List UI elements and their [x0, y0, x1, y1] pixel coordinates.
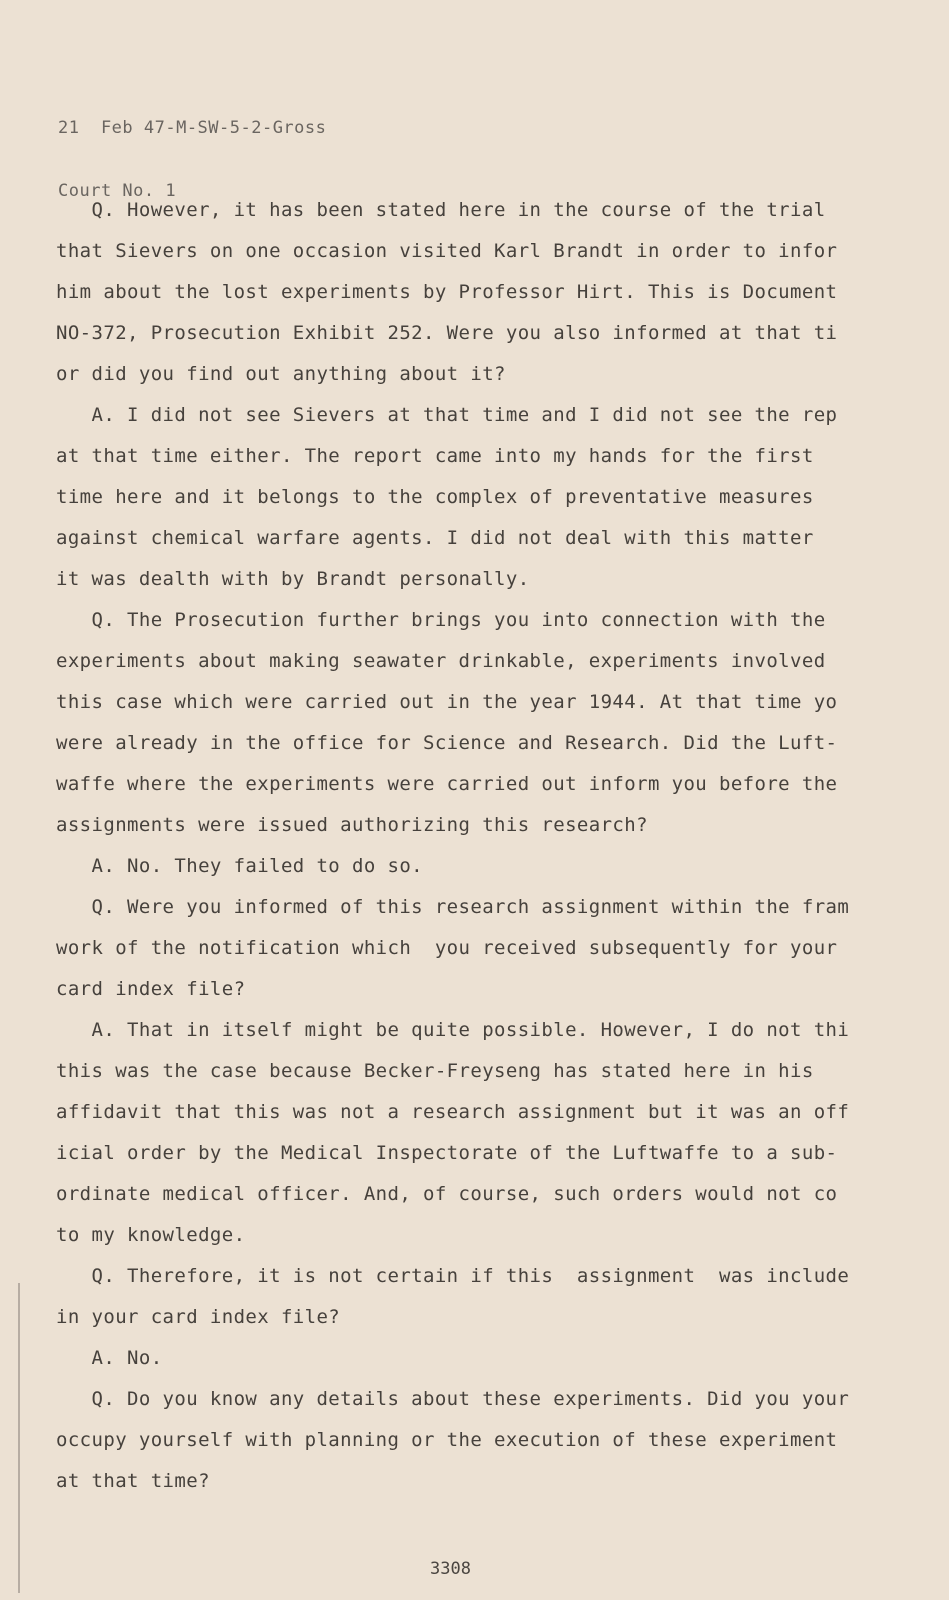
- transcript-line: icial order by the Medical Inspectorate of the Luftwaffe to a sub-: [56, 1142, 838, 1164]
- transcript-line: it was dealth with by Brandt personally.: [56, 568, 530, 590]
- transcript-line: or did you find out anything about it?: [56, 363, 506, 385]
- transcript-line: A. I did not see Sievers at that time and I did not see the rep: [56, 404, 838, 426]
- header-session-line: 21 Feb 47-M-SW-5-2-Gross: [58, 118, 327, 138]
- header-court-line: Court No. 1: [58, 181, 177, 201]
- transcript-line: NO-372, Prosecution Exhibit 252. Were you also informed at that ti: [56, 322, 838, 344]
- transcript-line: affidavit that this was not a research assignment but it was an off: [56, 1101, 850, 1123]
- transcript-line: against chemical warfare agents. I did not deal with this matter: [56, 527, 814, 549]
- margin-pencil-mark: [18, 1283, 20, 1593]
- transcript-line: to my knowledge.: [56, 1224, 246, 1246]
- transcript-line: work of the notification which you received subsequently for your: [56, 937, 838, 959]
- transcript-line: experiments about making seawater drinkable, experiments involved: [56, 650, 826, 672]
- transcript-line: this was the case because Becker-Freyseng has stated here in his: [56, 1060, 814, 1082]
- transcript-line: ordinate medical officer. And, of course, such orders would not co: [56, 1183, 838, 1205]
- transcript-line: assignments were issued authorizing this research?: [56, 814, 648, 836]
- transcript-line: Q. Therefore, it is not certain if this assignment was include: [56, 1265, 850, 1287]
- transcript-line: him about the lost experiments by Professor Hirt. This is Document: [56, 281, 838, 303]
- transcript-line: Q. Were you informed of this research assignment within the fram: [56, 896, 850, 918]
- transcript-line: card index file?: [56, 978, 246, 1000]
- transcript-line: time here and it belongs to the complex of preventative measures: [56, 486, 814, 508]
- transcript-line: this case which were carried out in the year 1944. At that time yo: [56, 691, 838, 713]
- transcript-line: waffe where the experiments were carried out inform you before the: [56, 773, 838, 795]
- transcript-line: Q. Do you know any details about these experiments. Did you your: [56, 1388, 850, 1410]
- page-number: 3308: [430, 1559, 471, 1579]
- transcript-line: A. No. They failed to do so.: [56, 855, 424, 877]
- transcript-line: in your card index file?: [56, 1306, 341, 1328]
- transcript-line: A. No.: [56, 1347, 163, 1369]
- transcript-line: at that time either. The report came into my hands for the first: [56, 445, 814, 467]
- transcript-line: A. That in itself might be quite possible. However, I do not thi: [56, 1019, 850, 1041]
- transcript-line: that Sievers on one occasion visited Karl Brandt in order to infor: [56, 240, 838, 262]
- transcript-line: were already in the office for Science and Research. Did the Luft-: [56, 732, 838, 754]
- transcript-line: occupy yourself with planning or the execution of these experiment: [56, 1429, 838, 1451]
- transcript-line: Q. The Prosecution further brings you into connection with the: [56, 609, 826, 631]
- transcript-line: Q. However, it has been stated here in the course of the trial: [56, 199, 826, 221]
- transcript-body: [56, 196, 928, 1508]
- transcript-line: at that time?: [56, 1470, 210, 1492]
